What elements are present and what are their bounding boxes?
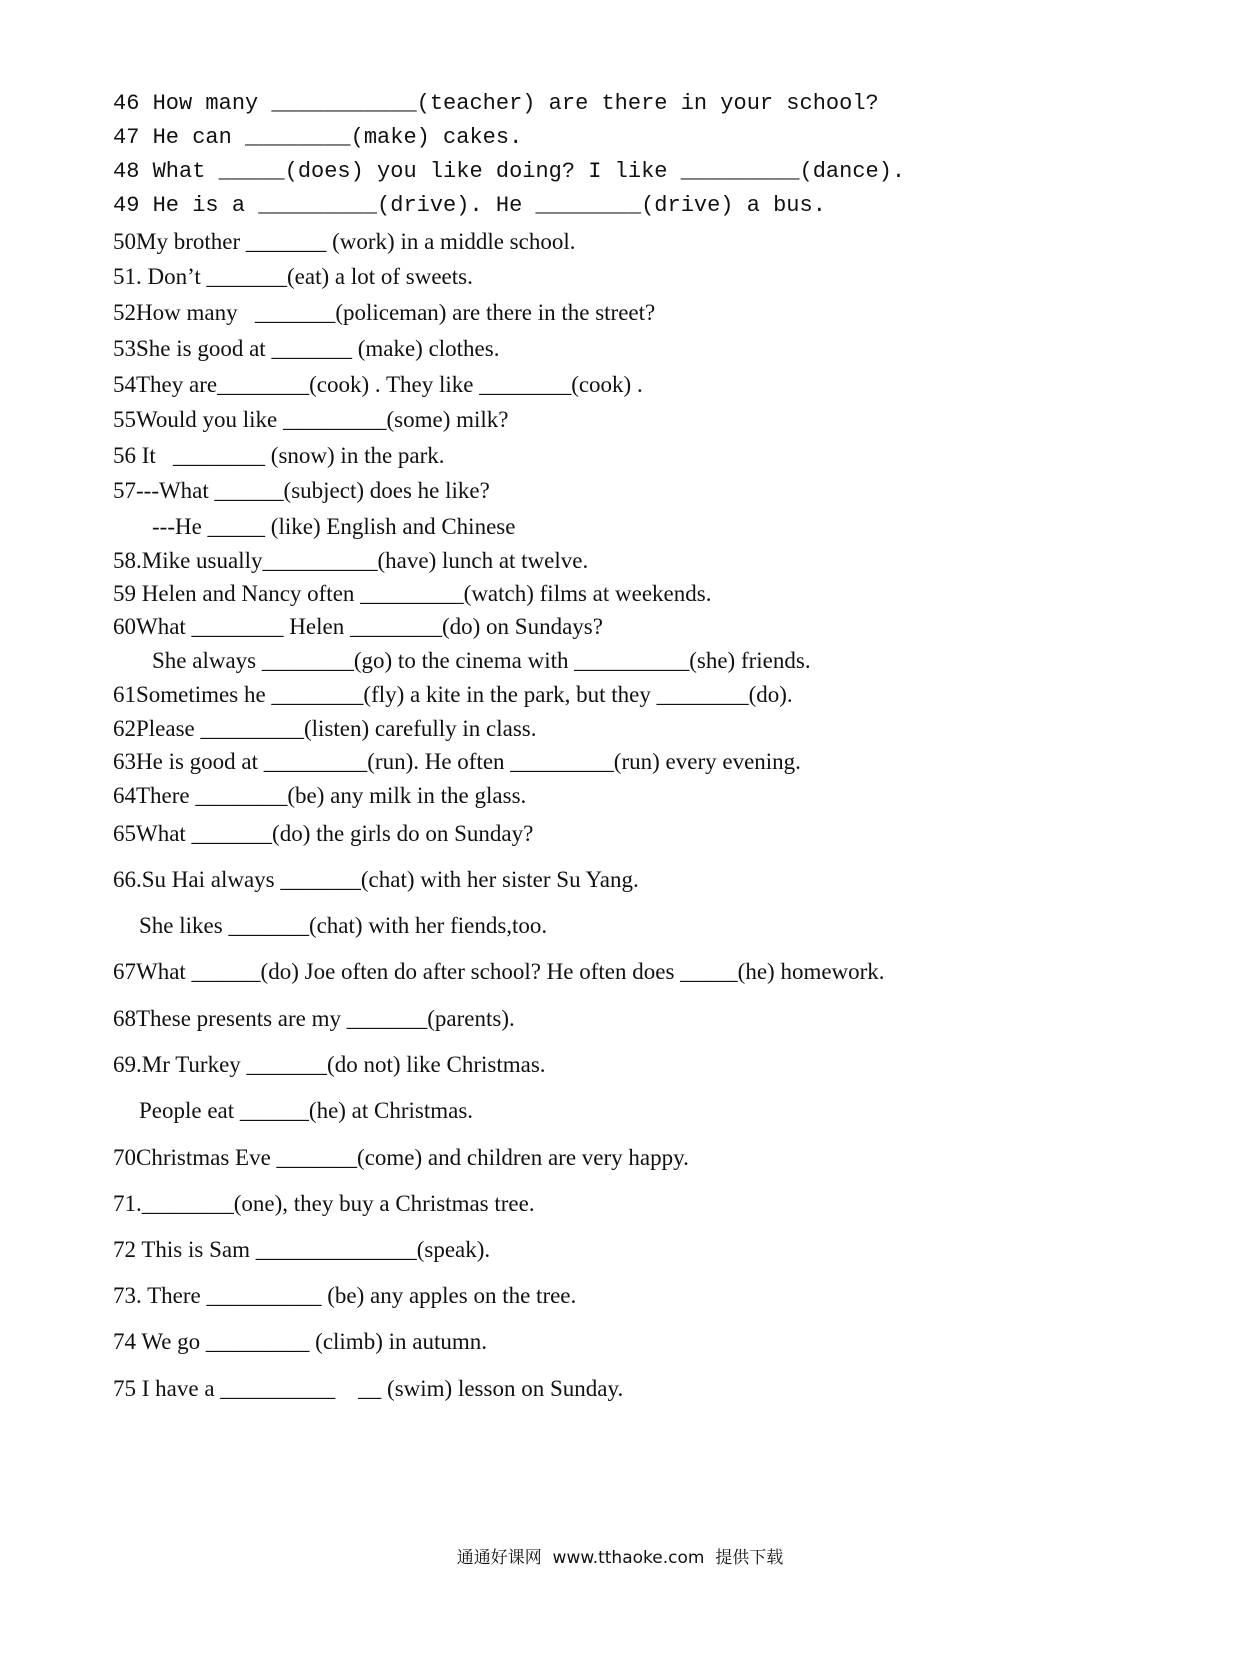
question-74: 74 We go _________ (climb) in autumn. bbox=[113, 1329, 487, 1354]
question-68: 68These presents are my _______(parents). bbox=[113, 1006, 515, 1031]
page-footer: 通通好课网 www.tthaoke.com 提供下载 bbox=[456, 1548, 784, 1568]
question-70: 70Christmas Eve _______(come) and children are very happy. bbox=[113, 1145, 689, 1170]
question-64: 64There ________(be) any milk in the glass. bbox=[113, 783, 527, 808]
question-57: 57---What ______(subject) does he like? bbox=[113, 478, 490, 503]
question-65: 65What _______(do) the girls do on Sunday? bbox=[113, 821, 534, 846]
question-53: 53She is good at _______ (make) clothes. bbox=[113, 336, 500, 361]
question-51: 51. Don’t _______(eat) a lot of sweets. bbox=[113, 264, 473, 289]
question-50: 50My brother _______ (work) in a middle school. bbox=[113, 229, 576, 254]
question-60: 60What ________ Helen ________(do) on Sundays? bbox=[113, 614, 603, 639]
question-52: 52How many _______(policeman) are there in the street? bbox=[113, 300, 656, 325]
question-66: 66.Su Hai always _______(chat) with her sister Su Yang. bbox=[113, 867, 639, 892]
question-54: 54They are________(cook) . They like ________(cook) . bbox=[113, 372, 643, 397]
question-61: 61Sometimes he ________(fly) a kite in the park, but they ________(do). bbox=[113, 682, 793, 707]
question-55: 55Would you like _________(some) milk? bbox=[113, 407, 509, 432]
question-71: 71.________(one), they buy a Christmas tree. bbox=[113, 1191, 535, 1216]
question-72: 72 This is Sam ______________(speak). bbox=[113, 1237, 491, 1262]
question-47: 47 He can ________(make) cakes. bbox=[113, 125, 523, 150]
question-67: 67What ______(do) Joe often do after school? He often does _____(he) homework. bbox=[113, 959, 885, 984]
question-63: 63He is good at _________(run). He often _________(run) every evening. bbox=[113, 749, 801, 774]
question-66-second: She likes _______(chat) with her fiends,too. bbox=[139, 913, 548, 938]
question-73: 73. There __________ (be) any apples on the tree. bbox=[113, 1283, 577, 1308]
question-56: 56 It ________ (snow) in the park. bbox=[113, 443, 445, 468]
question-69: 69.Mr Turkey _______(do not) like Christmas. bbox=[113, 1052, 546, 1077]
question-58: 58.Mike usually__________(have) lunch at twelve. bbox=[113, 548, 589, 573]
question-57-answer: ---He _____ (like) English and Chinese bbox=[152, 514, 516, 539]
question-59: 59 Helen and Nancy often _________(watch) films at weekends. bbox=[113, 581, 712, 606]
question-62: 62Please _________(listen) carefully in class. bbox=[113, 716, 537, 741]
question-46: 46 How many ___________(teacher) are there in your school? bbox=[113, 91, 879, 116]
question-49: 49 He is a _________(drive). He ________(drive) a bus. bbox=[113, 193, 826, 218]
question-75: 75 I have a __________ __ (swim) lesson on Sunday. bbox=[113, 1376, 624, 1401]
question-48: 48 What _____(does) you like doing? I like _________(dance). bbox=[113, 159, 906, 184]
question-69-second: People eat ______(he) at Christmas. bbox=[139, 1098, 474, 1123]
question-60-second: She always ________(go) to the cinema with __________(she) friends. bbox=[152, 648, 811, 673]
